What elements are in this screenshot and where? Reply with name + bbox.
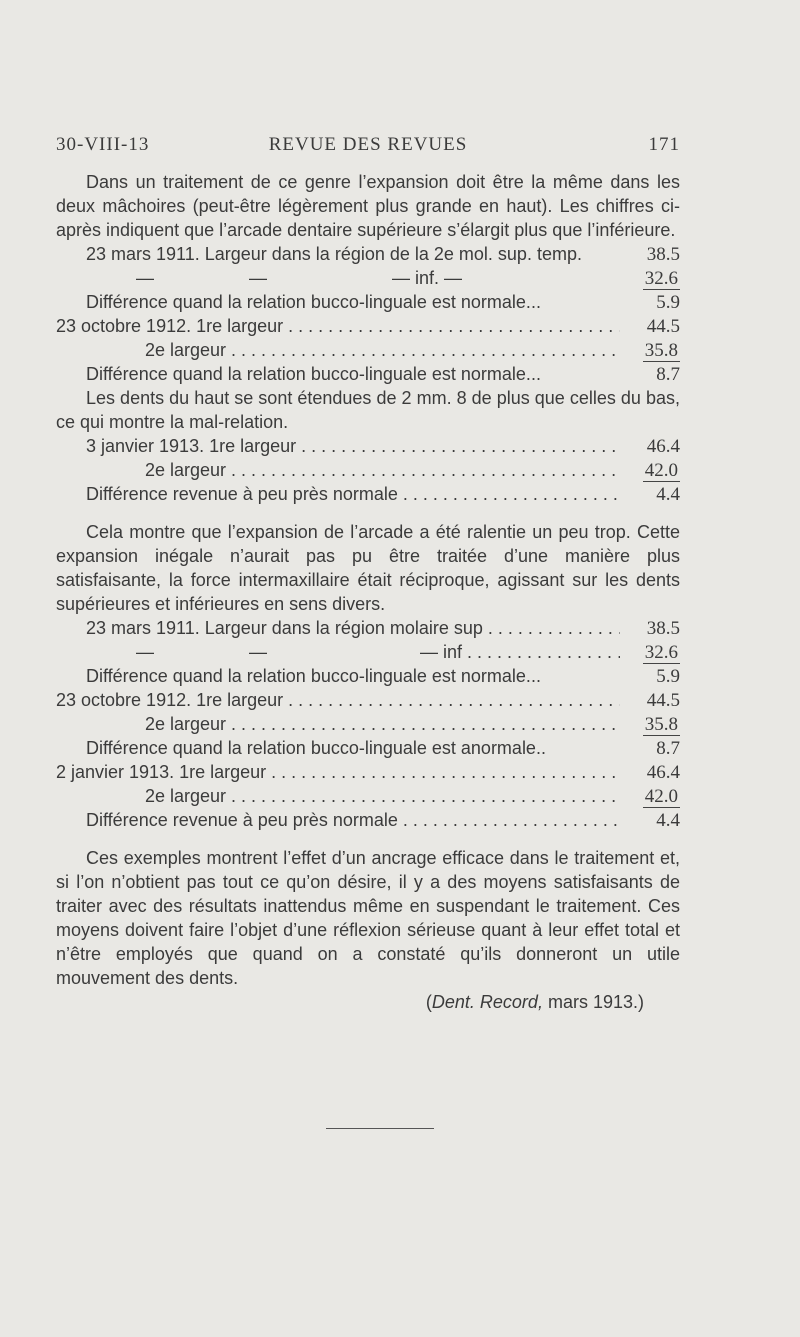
row-label: 23 octobre 1912. 1re largeur . . . — [56, 688, 620, 712]
row-label: Différence quand la relation bucco-linguale est anormale.. — [86, 738, 546, 758]
table-row — [56, 338, 680, 362]
table-row — [56, 362, 680, 386]
table-row — [56, 434, 680, 458]
table-row — [56, 266, 680, 290]
header-title: REVUE DES REVUES — [268, 134, 468, 155]
row-value: 35.8 — [644, 714, 678, 735]
table-row — [56, 616, 680, 640]
row-value: 42.0 — [644, 786, 678, 807]
table-row — [56, 736, 680, 760]
source-citation: (Dent. Record, mars 1913.) — [425, 992, 644, 1012]
row-value: 42.0 — [644, 460, 678, 481]
row-value: 4.4 — [656, 484, 680, 505]
table-1 — [56, 242, 680, 386]
paragraph-2: Les dents du haut se sont étendues de 2 mm. 8 de plus que celles du bas, ce qui montre la mal-relation. — [56, 388, 680, 432]
row-label: 23 octobre 1912. 1re largeur . . . — [56, 314, 620, 338]
table-row — [56, 760, 680, 784]
row-label: — — — inf. — — [136, 268, 462, 288]
table-row — [56, 458, 680, 482]
intro-paragraph: Dans un traitement de ce genre l’expansion doit être la même dans les deux mâchoires (peut-être légèrement plus grande en haut). Les chiffres ci-après indiquent que l’arcade dentaire supérieure s’élargit plus que l’inférieure. — [56, 172, 680, 240]
table-row — [56, 242, 680, 266]
table-3 — [56, 616, 680, 832]
row-label: Différence quand la relation bucco-linguale est normale... — [86, 666, 541, 686]
table-row — [56, 712, 680, 736]
row-label: 2e largeur . . . — [56, 458, 620, 482]
source-date: mars 1913. — [542, 992, 638, 1012]
row-label: — — — inf . . . — [86, 640, 620, 664]
paragraph-4: Ces exemples montrent l’effet d’un ancrage efficace dans le traitement et, si l’on n’obtient pas tout ce qu’on désire, il y a des moyens satisfaisants de traiter avec des résultats inattendus même en suspendant le traitement. Ces moyens doivent faire l’objet d’une réflexion sérieuse quant à leur effet total et n’être employés que quand on a constaté qu’ils donneront un utile mouvement des dents. — [56, 848, 680, 988]
source-journal: Dent. Record, — [431, 992, 543, 1012]
row-label: 2e largeur . . . — [56, 338, 620, 362]
table-row — [56, 290, 680, 314]
row-value: 38.5 — [646, 244, 680, 265]
header-date: 30-VIII-13 — [56, 134, 150, 155]
page-number: 171 — [648, 134, 680, 155]
row-value: 38.5 — [646, 618, 680, 639]
table-row — [56, 808, 680, 832]
row-value: 32.6 — [644, 268, 678, 289]
paragraph-3: Cela montre que l’expansion de l’arcade a été ralentie un peu trop. Cette expansion inégale n’aurait pas pu être traitée d’une manière plus satisfaisante, la force intermaxillaire était réciproque, agissant sur les dents supérieures et inférieures en sens divers. — [56, 522, 680, 614]
row-label: 23 mars 1911. Largeur dans la région molaire sup . . . — [86, 616, 620, 640]
row-label: 2e largeur . . . — [56, 712, 620, 736]
row-value: 5.9 — [656, 666, 680, 687]
table-row — [56, 314, 680, 338]
row-value: 46.4 — [646, 436, 680, 457]
row-value: 46.4 — [646, 762, 680, 783]
table-2 — [56, 434, 680, 506]
row-value: 44.5 — [646, 690, 680, 711]
row-label: Différence quand la relation bucco-linguale est normale... — [86, 364, 541, 384]
row-label: 3 janvier 1913. 1re largeur . . . — [86, 434, 620, 458]
running-header — [56, 134, 680, 162]
table-row — [56, 664, 680, 688]
row-value: 44.5 — [646, 316, 680, 337]
row-value: 4.4 — [656, 810, 680, 831]
row-value: 35.8 — [644, 340, 678, 361]
row-label: Différence quand la relation bucco-linguale est normale... — [86, 292, 541, 312]
row-label: 2 janvier 1913. 1re largeur . . . — [56, 760, 620, 784]
row-value: 5.9 — [656, 292, 680, 313]
row-value: 8.7 — [656, 738, 680, 759]
table-row — [56, 640, 680, 664]
row-value: 32.6 — [644, 642, 678, 663]
table-row — [56, 482, 680, 506]
row-label: Différence revenue à peu près normale . . . — [86, 482, 620, 506]
article-body — [56, 170, 680, 1014]
row-label: 2e largeur . . . — [56, 784, 620, 808]
row-label: Différence revenue à peu près normale . . . — [86, 808, 620, 832]
closing-rule — [326, 1128, 434, 1129]
table-row — [56, 784, 680, 808]
row-label: 23 mars 1911. Largeur dans la région de la 2e mol. sup. temp. — [86, 244, 582, 264]
row-value: 8.7 — [656, 364, 680, 385]
table-row — [56, 688, 680, 712]
